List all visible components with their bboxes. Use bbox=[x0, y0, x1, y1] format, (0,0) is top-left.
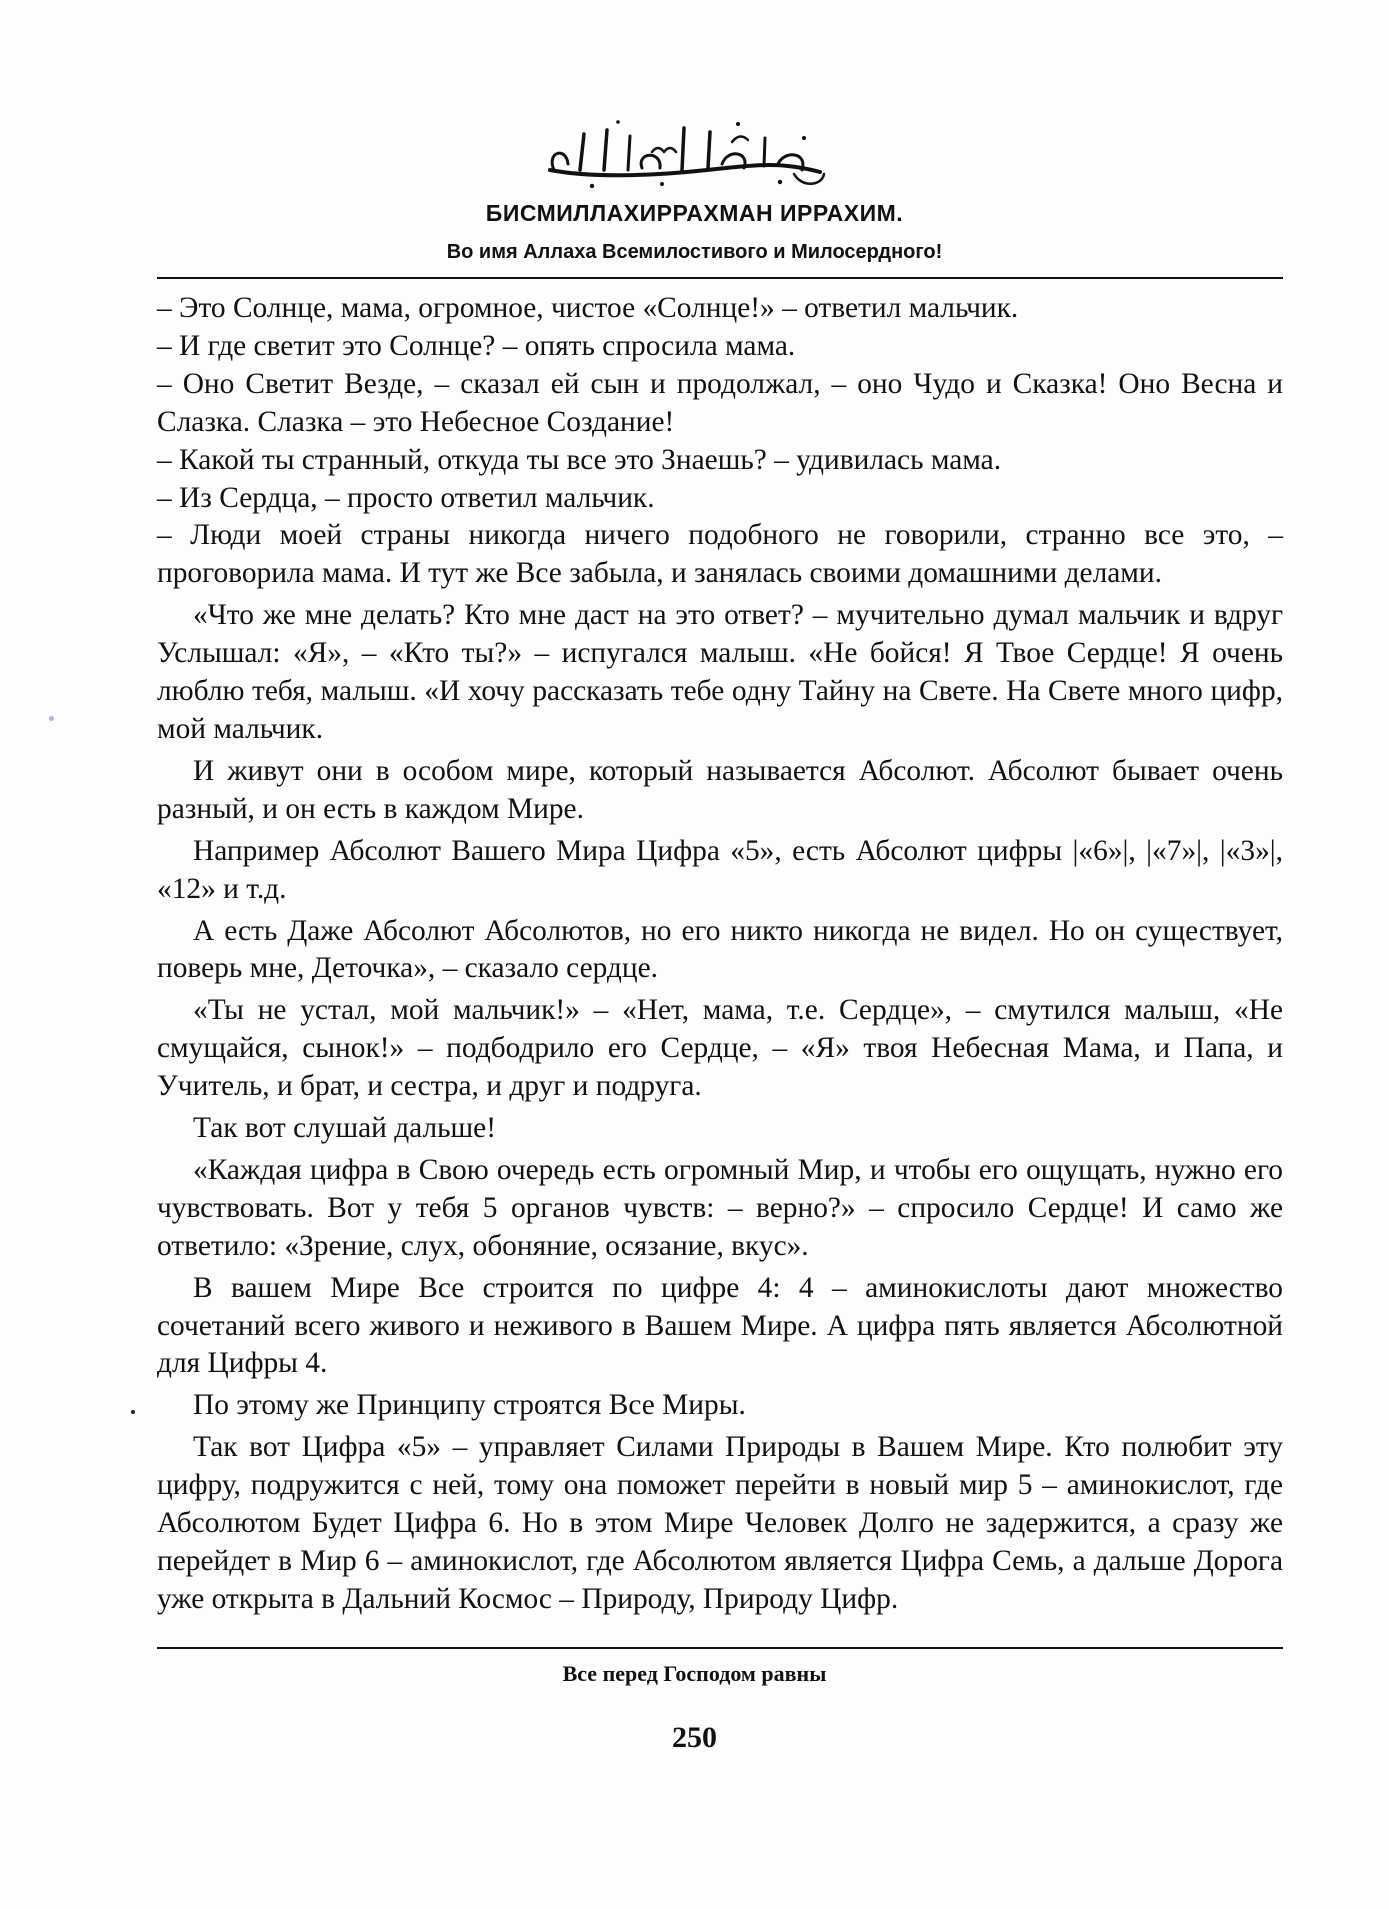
paragraph: – Оно Светит Везде, – сказал ей сын и продолжал, – оно Чудо и Сказка! Оно Весна и Слазка. Слазка – это Небесное Создание! bbox=[157, 367, 1283, 438]
header-divider bbox=[157, 277, 1283, 279]
bismillah-calligraphy-icon bbox=[532, 112, 832, 194]
page-number: 250 bbox=[672, 1721, 717, 1754]
paragraph: В вашем Мире Все строится по цифре 4: 4 – аминокислоты дают множество сочетаний всего живого и неживого в Вашем Мире. А цифра пять является Абсолютной для Цифры 4. bbox=[157, 1271, 1283, 1380]
paragraph: – Это Солнце, мама, огромное, чистое «Солнце!» – ответил мальчик. bbox=[157, 292, 1019, 324]
paragraph: «Что же мне делать? Кто мне даст на это ответ? – мучительно думал мальчик и вдруг Услышал: «Я», – «Кто ты?» – испугался малыш. «Не бойся! Я Твое Сердце! Я очень люблю тебя, малыш. «И хочу рассказать тебе одну Тайну на Свете. На Свете много цифр, мой мальчик. bbox=[157, 599, 1283, 745]
paragraph: По этому же Принципу строятся Все Миры. bbox=[193, 1389, 746, 1422]
paragraph: – Из Сердца, – просто ответил мальчик. bbox=[157, 481, 655, 514]
scan-speck bbox=[49, 716, 54, 721]
paragraph: – Какой ты странный, откуда ты все это Знаешь? – удивилась мама. bbox=[157, 443, 1002, 476]
paragraph: «Каждая цифра в Свою очередь есть огромный Мир, и чтобы его ощущать, нужно его чувствовать. Вот у тебя 5 органов чувств: – верно?» – спросило Сердце! И само же ответило: «Зрение, слух, обоняние, осязание, вкус». bbox=[157, 1153, 1283, 1262]
paragraph: – И где светит это Солнце? – опять спросила мама. bbox=[157, 329, 796, 362]
paragraph: Так вот слушай дальше! bbox=[193, 1112, 497, 1145]
header-title: БИСМИЛЛАХИРРАХМАН ИРРАХИМ. bbox=[485, 200, 904, 226]
paragraph: Например Абсолют Вашего Мира Цифра «5», есть Абсолют цифры |«6»|, |«7»|, |«3»|, «12» и т.д. bbox=[157, 834, 1283, 905]
footer-motto: Все перед Господом равны bbox=[562, 1661, 827, 1686]
footer-divider bbox=[157, 1647, 1283, 1649]
header-subtitle: Во имя Аллаха Всемилостивого и Милосердного! bbox=[446, 241, 943, 263]
paragraph: «Ты не устал, мой мальчик!» – «Нет, мама, т.е. Сердце», – смутился малыш, «Не смущайся, сынок!» – подбодрило его Сердце, – «Я» твоя Небесная Мама, и Папа, и Учитель, и брат, и сестра, и друг и подруга. bbox=[157, 994, 1283, 1103]
paragraph: Так вот Цифра «5» – управляет Силами Природы в Вашем Мире. Кто полюбит эту цифру, подружится с ней, тому она поможет перейти в новый мир 5 – аминокислот, где Абсолютом Будет Цифра 6. Но в этом Мире Человек Долго не задержится, а сразу же перейдет в Мир 6 – аминокислот, где Абсолютом является Цифра Семь, а дальше Дорога уже открыта в Дальний Космос – Природу, Природу Цифр. bbox=[157, 1431, 1283, 1615]
page-body bbox=[157, 290, 1283, 1619]
paragraph: И живут они в особом мире, который называется Абсолют. Абсолют бывает очень разный, и он есть в каждом Мире. bbox=[157, 754, 1283, 825]
paragraph: А есть Даже Абсолют Абсолютов, но его никто никогда не видел. Но он существует, поверь мне, Деточка», – сказало сердце. bbox=[157, 914, 1283, 985]
paragraph: – Люди моей страны никогда ничего подобного не говорили, странно все это, – проговорила мама. И тут же Все забыла, и занялась своими домашними делами. bbox=[157, 519, 1283, 590]
scan-speck bbox=[131, 1410, 135, 1414]
